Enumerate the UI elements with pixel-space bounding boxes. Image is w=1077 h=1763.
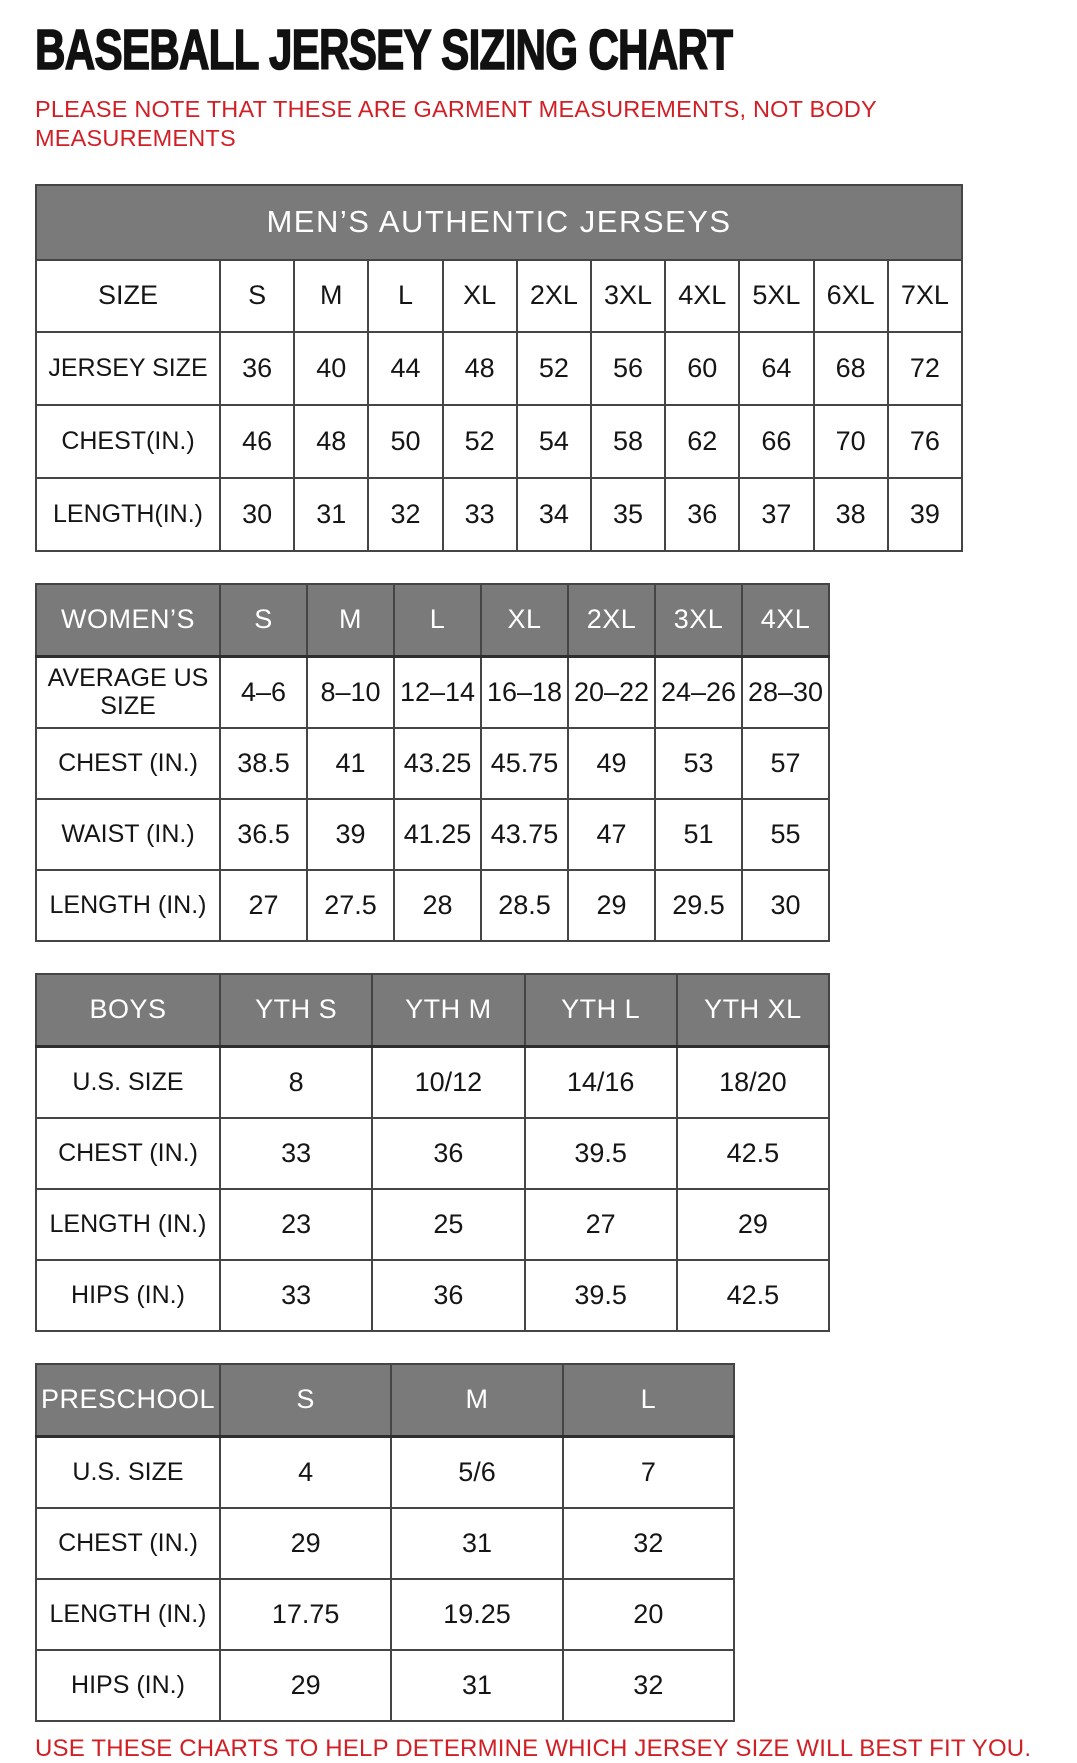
data-cell: 45.75	[481, 728, 568, 799]
data-cell: 41	[307, 728, 394, 799]
row-label-cell: LENGTH (IN.)	[36, 1189, 220, 1260]
data-cell: 36	[220, 332, 294, 405]
data-cell: 32	[563, 1650, 734, 1721]
data-cell: 30	[742, 870, 829, 941]
data-cell: 39	[888, 478, 962, 551]
row-label-cell: CHEST (IN.)	[36, 1508, 220, 1579]
data-cell: 8	[220, 1046, 372, 1118]
column-header-cell: 5XL	[739, 260, 813, 332]
data-cell: 29	[677, 1189, 829, 1260]
data-cell: 29	[220, 1508, 391, 1579]
row-label-cell: LENGTH(IN.)	[36, 478, 220, 551]
table-row	[36, 1189, 829, 1260]
footer-note: USE THESE CHARTS TO HELP DETERMINE WHICH JERSEY SIZE WILL BEST FIT YOU.	[35, 1734, 1032, 1762]
header-row	[36, 974, 829, 1047]
data-cell: 32	[563, 1508, 734, 1579]
data-cell: 47	[568, 799, 655, 870]
data-cell: 36.5	[220, 799, 307, 870]
data-cell: 10/12	[372, 1046, 524, 1118]
column-header-cell: M	[294, 260, 368, 332]
column-header-cell: PRESCHOOL	[36, 1364, 220, 1437]
data-cell: 48	[294, 405, 368, 478]
row-label-cell: CHEST (IN.)	[36, 1118, 220, 1189]
data-cell: 29	[568, 870, 655, 941]
column-header-cell: 3XL	[591, 260, 665, 332]
row-label-cell: JERSEY SIZE	[36, 332, 220, 405]
column-header-cell: 3XL	[655, 584, 742, 657]
data-cell: 24–26	[655, 656, 742, 728]
header-row	[36, 260, 962, 332]
data-cell: 44	[368, 332, 442, 405]
data-cell: 31	[294, 478, 368, 551]
table-banner: MEN’S AUTHENTIC JERSEYS	[36, 185, 962, 260]
data-cell: 36	[372, 1260, 524, 1331]
data-cell: 38	[814, 478, 888, 551]
data-cell: 34	[517, 478, 591, 551]
data-cell: 40	[294, 332, 368, 405]
data-cell: 28.5	[481, 870, 568, 941]
data-cell: 31	[391, 1650, 562, 1721]
data-cell: 53	[655, 728, 742, 799]
row-label-cell: CHEST(IN.)	[36, 405, 220, 478]
data-cell: 52	[517, 332, 591, 405]
data-cell: 64	[739, 332, 813, 405]
data-cell: 29.5	[655, 870, 742, 941]
size-table-boys	[35, 973, 830, 1332]
data-cell: 43.25	[394, 728, 481, 799]
column-header-cell: S	[220, 1364, 391, 1437]
column-header-cell: 4XL	[665, 260, 739, 332]
data-cell: 20	[563, 1579, 734, 1650]
data-cell: 27	[525, 1189, 677, 1260]
column-header-cell: L	[394, 584, 481, 657]
data-cell: 36	[372, 1118, 524, 1189]
column-header-cell: S	[220, 584, 307, 657]
column-header-cell: S	[220, 260, 294, 332]
row-label-cell: HIPS (IN.)	[36, 1650, 220, 1721]
column-header-cell: YTH S	[220, 974, 372, 1047]
column-header-cell: 4XL	[742, 584, 829, 657]
tables-region	[35, 184, 1077, 1722]
column-header-cell: M	[307, 584, 394, 657]
data-cell: 48	[443, 332, 517, 405]
column-header-cell: XL	[443, 260, 517, 332]
column-header-cell: M	[391, 1364, 562, 1437]
data-cell: 54	[517, 405, 591, 478]
data-cell: 27	[220, 870, 307, 941]
header-row	[36, 1364, 734, 1437]
table-row	[36, 1118, 829, 1189]
table-row	[36, 870, 829, 941]
data-cell: 52	[443, 405, 517, 478]
row-label-cell: WAIST (IN.)	[36, 799, 220, 870]
data-cell: 5/6	[391, 1436, 562, 1508]
table-row	[36, 478, 962, 551]
data-cell: 7	[563, 1436, 734, 1508]
size-table-preschool	[35, 1363, 735, 1722]
data-cell: 14/16	[525, 1046, 677, 1118]
column-header-cell: YTH M	[372, 974, 524, 1047]
data-cell: 62	[665, 405, 739, 478]
data-cell: 33	[220, 1118, 372, 1189]
column-header-cell: L	[368, 260, 442, 332]
table-row	[36, 1436, 734, 1508]
data-cell: 68	[814, 332, 888, 405]
table-row	[36, 1650, 734, 1721]
data-cell: 16–18	[481, 656, 568, 728]
data-cell: 20–22	[568, 656, 655, 728]
table-row	[36, 1046, 829, 1118]
table-row	[36, 1579, 734, 1650]
data-cell: 27.5	[307, 870, 394, 941]
size-table-womens	[35, 583, 830, 942]
data-cell: 30	[220, 478, 294, 551]
column-header-cell: 2XL	[568, 584, 655, 657]
column-header-cell: 6XL	[814, 260, 888, 332]
data-cell: 35	[591, 478, 665, 551]
data-cell: 42.5	[677, 1260, 829, 1331]
banner-row	[36, 185, 962, 260]
data-cell: 46	[220, 405, 294, 478]
data-cell: 72	[888, 332, 962, 405]
data-cell: 4	[220, 1436, 391, 1508]
column-header-cell: YTH L	[525, 974, 677, 1047]
data-cell: 43.75	[481, 799, 568, 870]
row-label-cell: U.S. SIZE	[36, 1436, 220, 1508]
data-cell: 55	[742, 799, 829, 870]
data-cell: 17.75	[220, 1579, 391, 1650]
column-header-cell: 7XL	[888, 260, 962, 332]
page-title: BASEBALL JERSEY SIZING CHART	[35, 18, 733, 82]
data-cell: 39	[307, 799, 394, 870]
column-header-cell: YTH XL	[677, 974, 829, 1047]
data-cell: 39.5	[525, 1260, 677, 1331]
data-cell: 51	[655, 799, 742, 870]
data-cell: 33	[220, 1260, 372, 1331]
column-header-cell: L	[563, 1364, 734, 1437]
data-cell: 29	[220, 1650, 391, 1721]
table-row	[36, 332, 962, 405]
row-label-cell: AVERAGE US SIZE	[36, 656, 220, 728]
data-cell: 8–10	[307, 656, 394, 728]
data-cell: 28–30	[742, 656, 829, 728]
row-label-cell: U.S. SIZE	[36, 1046, 220, 1118]
column-header-cell: WOMEN’S	[36, 584, 220, 657]
data-cell: 4–6	[220, 656, 307, 728]
data-cell: 60	[665, 332, 739, 405]
column-header-cell: SIZE	[36, 260, 220, 332]
column-header-cell: BOYS	[36, 974, 220, 1047]
table-row	[36, 656, 829, 728]
column-header-cell: 2XL	[517, 260, 591, 332]
data-cell: 41.25	[394, 799, 481, 870]
row-label-cell: HIPS (IN.)	[36, 1260, 220, 1331]
row-label-cell: LENGTH (IN.)	[36, 870, 220, 941]
data-cell: 57	[742, 728, 829, 799]
table-row	[36, 1508, 734, 1579]
table-row	[36, 1260, 829, 1331]
data-cell: 39.5	[525, 1118, 677, 1189]
row-label-cell: LENGTH (IN.)	[36, 1579, 220, 1650]
table-row	[36, 405, 962, 478]
data-cell: 23	[220, 1189, 372, 1260]
size-table-mens	[35, 184, 963, 552]
data-cell: 70	[814, 405, 888, 478]
data-cell: 12–14	[394, 656, 481, 728]
measurement-note: PLEASE NOTE THAT THESE ARE GARMENT MEASUREMENTS, NOT BODY MEASUREMENTS	[35, 96, 877, 151]
data-cell: 50	[368, 405, 442, 478]
data-cell: 37	[739, 478, 813, 551]
data-cell: 32	[368, 478, 442, 551]
data-cell: 36	[665, 478, 739, 551]
column-header-cell: XL	[481, 584, 568, 657]
data-cell: 28	[394, 870, 481, 941]
data-cell: 76	[888, 405, 962, 478]
data-cell: 31	[391, 1508, 562, 1579]
data-cell: 18/20	[677, 1046, 829, 1118]
data-cell: 38.5	[220, 728, 307, 799]
header-row	[36, 584, 829, 657]
row-label-cell: CHEST (IN.)	[36, 728, 220, 799]
data-cell: 42.5	[677, 1118, 829, 1189]
data-cell: 49	[568, 728, 655, 799]
data-cell: 33	[443, 478, 517, 551]
data-cell: 66	[739, 405, 813, 478]
data-cell: 56	[591, 332, 665, 405]
table-row	[36, 728, 829, 799]
table-row	[36, 799, 829, 870]
data-cell: 25	[372, 1189, 524, 1260]
data-cell: 19.25	[391, 1579, 562, 1650]
data-cell: 58	[591, 405, 665, 478]
